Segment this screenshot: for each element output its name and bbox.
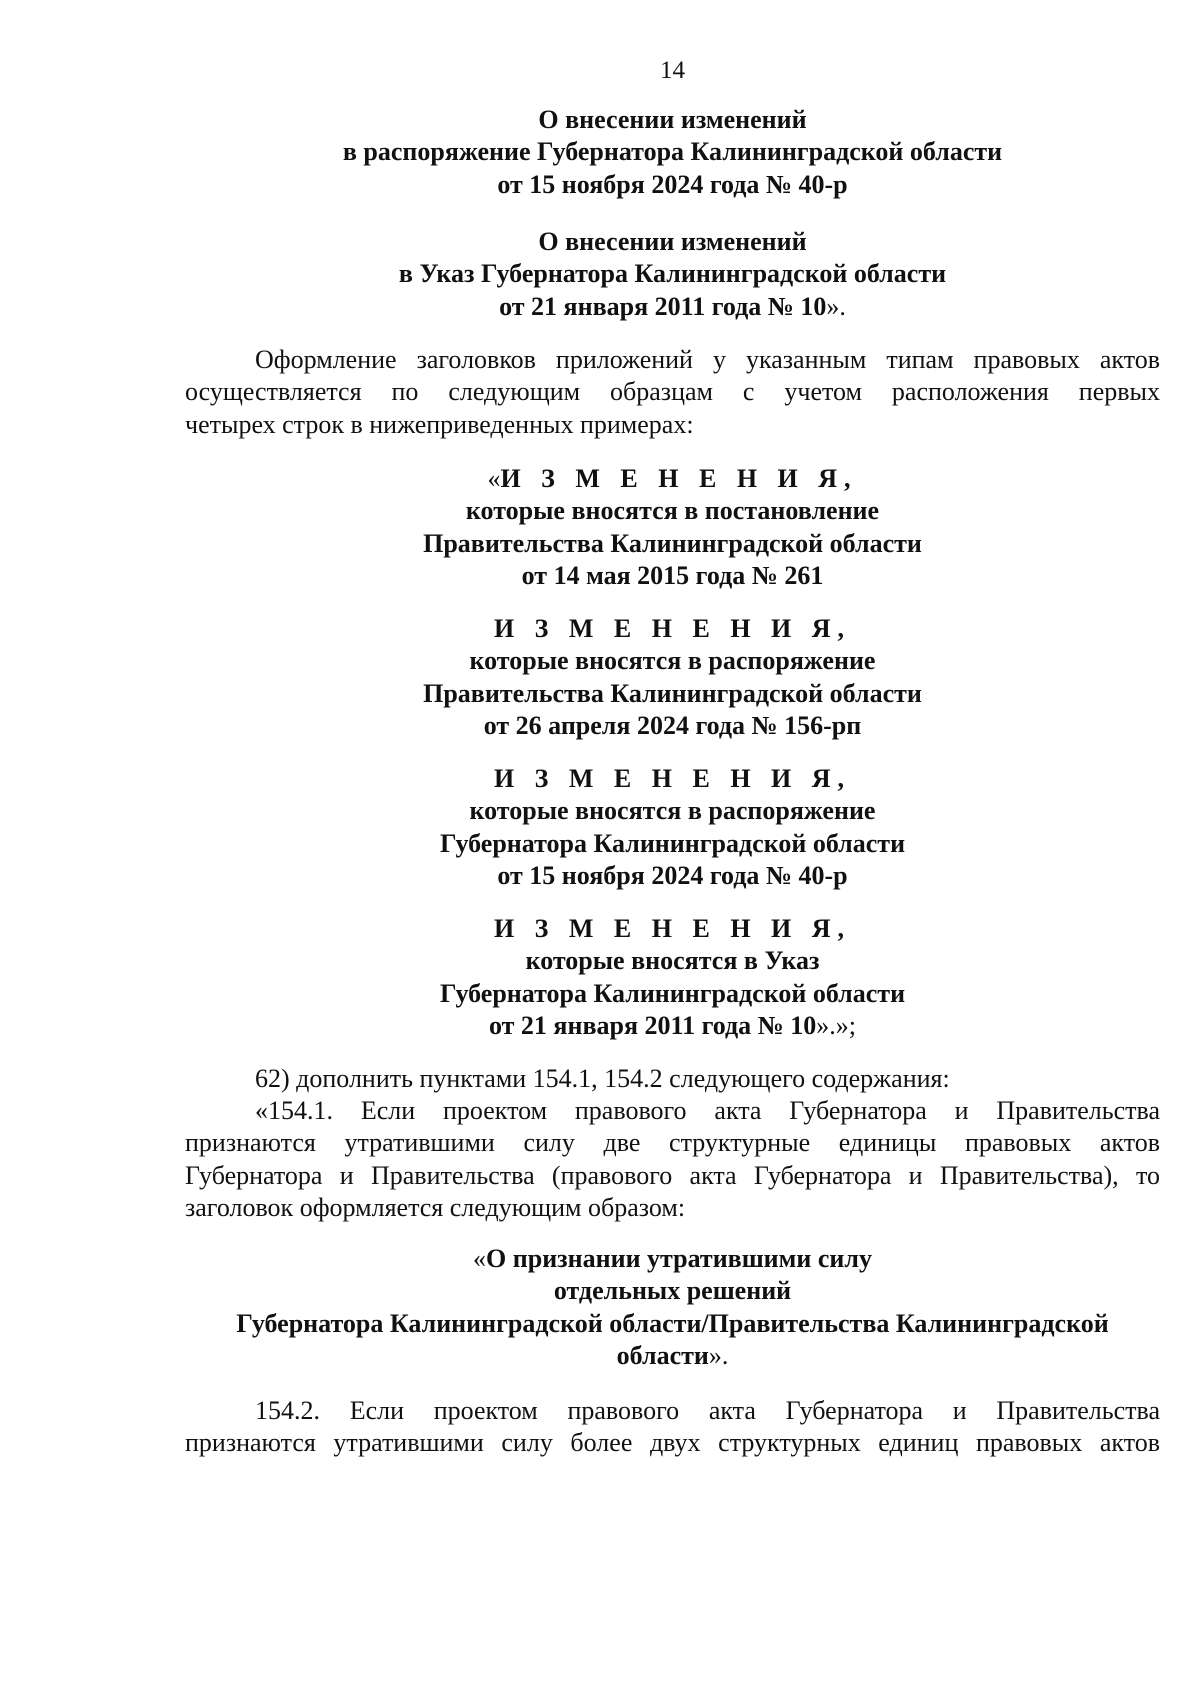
changes-line	[185, 1010, 1160, 1042]
changes-governor-order	[185, 763, 1160, 893]
changes-title: И З М Е Н Е Н И Я,	[493, 764, 852, 793]
changes-line: от 15 ноября 2024 года № 40-р	[497, 861, 848, 891]
closing-quote: ».	[708, 1341, 729, 1371]
page-number: 14	[660, 57, 685, 84]
paragraph-item-154-2	[185, 1395, 1160, 1460]
paragraph-line: признаются утратившими силу более двух структурных единиц правовых актов	[185, 1428, 1160, 1458]
paragraph-line: 62) дополнить пунктами 154.1, 154.2 следующего содержания:	[255, 1064, 950, 1093]
paragraph-item-154-1	[185, 1095, 1160, 1225]
paragraph-line: Оформление заголовков приложений у указанным типам правовых актов	[255, 345, 1160, 374]
changes-line: которые вносятся в Указ	[525, 946, 820, 976]
changes-line: Губернатора Калининградской области	[439, 978, 906, 1008]
paragraph-line: признаются утратившими силу две структурные единицы правовых актов	[185, 1128, 1160, 1158]
heading-text: области	[616, 1341, 709, 1371]
changes-line: которые вносятся в постановление	[465, 496, 880, 526]
paragraph-line: четырех строк в нижеприведенных примерах:	[185, 409, 694, 439]
paragraph-line: Губернатора и Правительства (правового акта Губернатора и Правительства), то	[185, 1160, 1160, 1190]
changes-text: от 21 января 2011 года № 10	[488, 1011, 817, 1041]
changes-line: Губернатора Калининградской области	[439, 828, 906, 858]
closing-quote: ».	[826, 291, 846, 321]
changes-line: от 26 апреля 2024 года № 156-рп	[483, 711, 862, 741]
opening-quote: «	[473, 1244, 487, 1273]
changes-line: от 14 мая 2015 года № 261	[521, 561, 824, 591]
paragraph-line: заголовок оформляется следующим образом:	[185, 1193, 686, 1223]
heading-line	[185, 291, 1160, 323]
changes-line: Правительства Калининградской области	[423, 678, 922, 708]
heading-text: О признании утратившими силу	[486, 1244, 872, 1273]
example-heading-order-amendment	[185, 104, 1160, 201]
changes-title: И З М Е Н Е Н И Я,	[493, 914, 852, 943]
paragraph-item-62	[185, 1063, 1160, 1095]
changes-line: Правительства Калининградской области	[423, 528, 922, 558]
changes-governor-decree	[185, 913, 1160, 1043]
opening-quote: «	[487, 464, 501, 493]
heading-line: от 15 ноября 2024 года № 40-р	[497, 169, 848, 199]
paragraph-line: 154.2. Если проектом правового акта Губернатора и Правительства	[255, 1396, 1160, 1425]
closing-quote: ».»;	[816, 1011, 857, 1041]
heading-line: в распоряжение Губернатора Калининградской области	[342, 137, 1003, 167]
changes-title	[185, 463, 1160, 495]
changes-line: которые вносятся в распоряжение	[469, 646, 876, 676]
heading-line: О внесении изменений	[538, 227, 807, 256]
paragraph-line: осуществляется по следующим образцам с учетом расположения первых	[185, 377, 1160, 407]
changes-title: И З М Е Н Е Н И Я,	[493, 614, 852, 643]
example-heading-decree-amendment	[185, 226, 1160, 323]
heading-line	[185, 1340, 1160, 1372]
paragraph-line: «154.1. Если проектом правового акта Губернатора и Правительства	[255, 1096, 1160, 1125]
heading-line: Губернатора Калининградской области/Правительства Калининградской	[236, 1308, 1109, 1338]
heading-line	[185, 1243, 1160, 1275]
changes-line: которые вносятся в распоряжение	[469, 796, 876, 826]
heading-line: О внесении изменений	[538, 105, 807, 134]
heading-text: от 21 января 2011 года № 10	[499, 291, 827, 321]
heading-line: отдельных решений	[553, 1276, 792, 1306]
changes-resolution	[185, 463, 1160, 593]
example-heading-repeal	[185, 1243, 1160, 1373]
changes-government-order	[185, 613, 1160, 743]
heading-line: в Указ Губернатора Калининградской области	[398, 259, 947, 289]
changes-word: И З М Е Н Е Н И Я,	[500, 464, 858, 493]
paragraph-appendix-headings	[185, 344, 1160, 441]
